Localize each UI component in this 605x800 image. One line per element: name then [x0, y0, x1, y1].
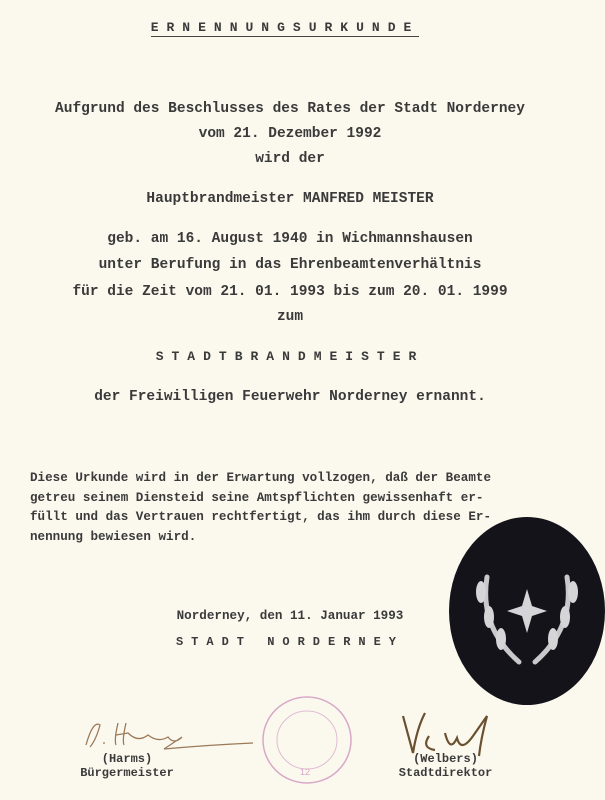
signatory-name: (Harms): [101, 752, 153, 766]
signatory-role: Stadtdirektor: [398, 766, 493, 780]
rank-title: STADTBRANDMEISTER: [155, 349, 425, 364]
text-line: für die Zeit vom 21. 01. 1993 bis zum 20. 01. 1999: [72, 284, 508, 300]
paragraph-line: getreu seinem Diensteid seine Amtspflichten gewissenhaft er-: [30, 490, 484, 505]
document-title: ERNENNUNGSURKUNDE: [150, 20, 420, 35]
text-line: wird der: [255, 151, 325, 167]
text-line: zum: [276, 309, 304, 325]
signatory-city-director: [388, 752, 503, 780]
signature-welbers: [395, 708, 505, 758]
signatory-name: (Welbers): [413, 752, 478, 766]
place-date: Norderney, den 11. Januar 1993: [176, 609, 404, 623]
text-line: vom 21. Dezember 1992: [198, 126, 382, 142]
signatory-mayor: [72, 752, 182, 780]
svg-text:12: 12: [300, 767, 311, 777]
issuer: STADT NORDERNEY: [175, 635, 405, 649]
text-line: der Freiwilligen Feuerwehr Norderney ernannt.: [94, 389, 486, 405]
official-seal: [260, 695, 355, 785]
paragraph-line: nennung bewiesen wird.: [30, 529, 197, 544]
appointee-name: Hauptbrandmeister MANFRED MEISTER: [146, 191, 434, 207]
signatory-role: Bürgermeister: [80, 766, 174, 780]
paragraph-line: füllt und das Vertrauen rechtfertigt, das ihm durch diese Er-: [30, 510, 492, 525]
text-line: unter Berufung in das Ehrenbeamtenverhältnis: [98, 257, 482, 273]
paragraph-line: Diese Urkunde wird in der Erwartung vollzogen, daß der Beamte: [30, 471, 492, 485]
signature-harms: [78, 715, 268, 755]
text-line: geb. am 16. August 1940 in Wichmannshausen: [107, 231, 473, 247]
text-line: Aufgrund des Beschlusses des Rates der Stadt Norderney: [55, 101, 525, 117]
